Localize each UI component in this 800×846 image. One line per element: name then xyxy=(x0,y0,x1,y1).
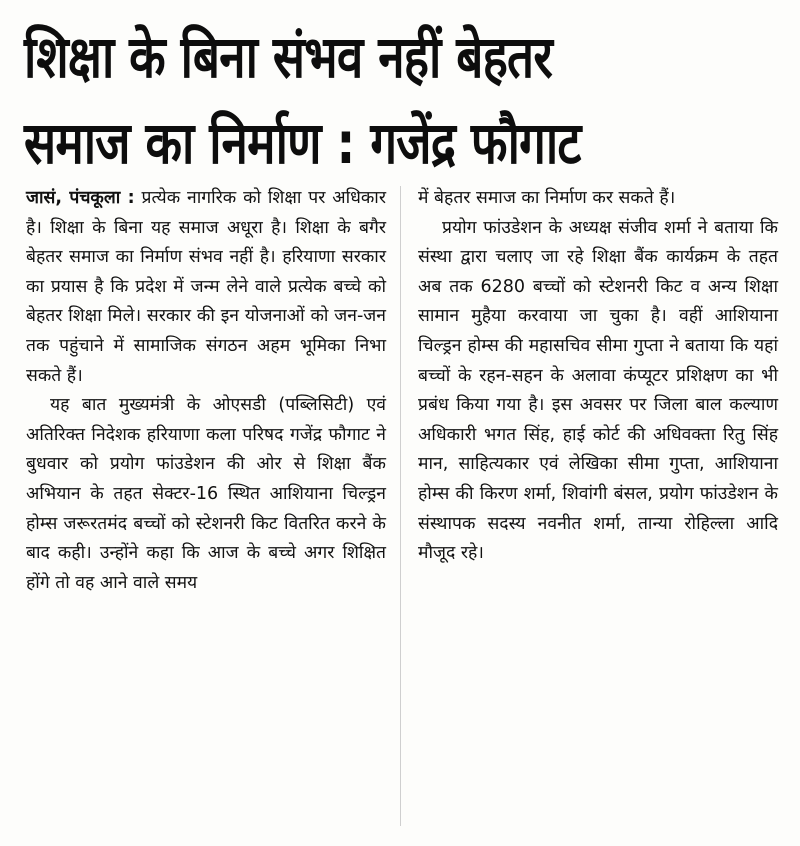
dateline: जासं, पंचकूला : xyxy=(26,188,135,208)
article-body xyxy=(26,184,778,598)
right-column xyxy=(418,184,778,598)
headline-line-2: समाज का निर्माण : गजेंद्र फौगाट xyxy=(24,109,581,177)
left-paragraph-2: यह बात मुख्यमंत्री के ओएसडी (पब्लिसिटी) एवं अतिरिक्त निदेशक हरियाणा कला परिषद गजेंद्र फौगाट ने बुधवार को प्रयोग फांउडेशन की ओर से शिक्षा बैंक अभियान के तहत सेक्टर-16 स्थित आशियाना चिल्ड्रन होम्स जरूरतमंद बच्चों को स्टेशनरी किट वितरित करने के बाद कही। उन्होंने कहा कि आज के बच्चे अगर शिक्षित होंगे तो वह आने वाले समय xyxy=(26,395,386,593)
headline-line-1: शिक्षा के बिना संभव नहीं बेहतर xyxy=(24,23,552,91)
right-paragraph-2: प्रयोग फांउडेशन के अध्यक्ष संजीव शर्मा ने बताया कि संस्था द्वारा चलाए जा रहे शिक्षा बैंक कार्यक्रम के तहत अब तक 6280 बच्चों को स्टेशनरी किट व अन्य शिक्षा सामान मुहैया करवाया जा चुका है। वहीं आशियाना चिल्ड्रन होम्स की महासचिव सीमा गुप्ता ने बताया कि यहां बच्चों के रहन-सहन के अलावा कंप्यूटर प्रशिक्षण का भी प्रबंध किया गया है। इस अवसर पर जिला बाल कल्याण अधिकारी भगत सिंह, हाई कोर्ट की अधिवक्ता रितु सिंह मान, साहित्यकार एवं लेखिका सीमा गुप्ता, आशियाना होम्स की किरण शर्मा, शिवांगी बंसल, प्रयोग फांउडेशन के संस्थापक सदस्य नवनीत शर्मा, तान्या रोहिल्ला आदि मौजूद रहे। xyxy=(418,217,778,564)
headline xyxy=(24,14,778,186)
left-paragraph-1 xyxy=(26,184,386,391)
right-paragraph-1: में बेहतर समाज का निर्माण कर सकते हैं। xyxy=(418,188,676,208)
left-column xyxy=(26,184,386,598)
left-paragraph-1-text: प्रत्येक नागरिक को शिक्षा पर अधिकार है। शिक्षा के बिना यह समाज अधूरा है। शिक्षा के बगैर बेहतर समाज का निर्माण संभव नहीं है। हरियाणा सरकार का प्रयास है कि प्रदेश में जन्म लेने वाले प्रत्येक बच्चे को बेहतर शिक्षा मिले। सरकार की इन योजनाओं को जन-जन तक पहुंचाने में सामाजिक संगठन अहम भूमिका निभा सकते हैं। xyxy=(26,188,386,386)
